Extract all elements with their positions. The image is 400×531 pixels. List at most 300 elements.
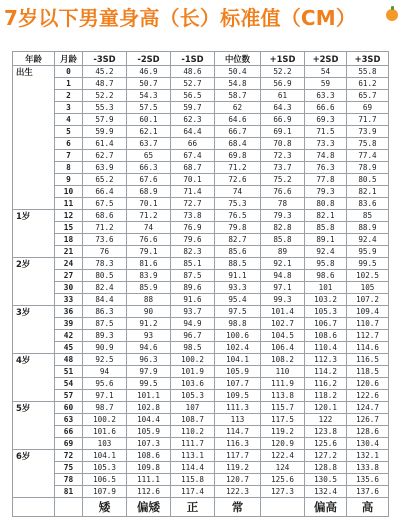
- table-row: [13, 486, 389, 498]
- value-cell: 108.6: [305, 330, 347, 342]
- value-cell: 100.6: [215, 330, 261, 342]
- value-cell: 100.2: [83, 414, 127, 426]
- value-cell: 81.6: [127, 258, 171, 270]
- month-cell: 11: [55, 198, 83, 210]
- value-cell: 105.3: [171, 390, 215, 402]
- value-cell: 101.6: [83, 426, 127, 438]
- value-cell: 88.5: [215, 258, 261, 270]
- value-cell: 110.7: [347, 318, 389, 330]
- value-cell: 132.4: [305, 486, 347, 498]
- table-row: [13, 66, 389, 78]
- age-cell: [13, 426, 55, 438]
- value-cell: 120.9: [261, 438, 305, 450]
- value-cell: 106.7: [305, 318, 347, 330]
- classification-normal-1: 正: [171, 498, 215, 517]
- table-row: [13, 462, 389, 474]
- value-cell: 89.1: [305, 234, 347, 246]
- value-cell: 93.3: [215, 282, 261, 294]
- classification-cell: [13, 498, 55, 517]
- value-cell: 71.2: [127, 210, 171, 222]
- value-cell: 70.1: [127, 198, 171, 210]
- value-cell: 86.3: [83, 306, 127, 318]
- value-cell: 127.3: [261, 486, 305, 498]
- table-row: [13, 282, 389, 294]
- value-cell: 87.5: [83, 318, 127, 330]
- value-cell: 59: [305, 78, 347, 90]
- month-cell: 60: [55, 402, 83, 414]
- value-cell: 108.7: [171, 414, 215, 426]
- value-cell: 52.7: [171, 78, 215, 90]
- value-cell: 94: [83, 366, 127, 378]
- value-cell: 104.4: [127, 414, 171, 426]
- value-cell: 66.7: [215, 126, 261, 138]
- orange-icon: [386, 9, 398, 21]
- value-cell: 58.7: [215, 90, 261, 102]
- value-cell: 65: [127, 150, 171, 162]
- value-cell: 66.4: [83, 186, 127, 198]
- value-cell: 101: [305, 282, 347, 294]
- column-header-month: 月龄: [55, 52, 83, 66]
- value-cell: 67.6: [127, 174, 171, 186]
- value-cell: 114.6: [347, 342, 389, 354]
- value-cell: 122: [305, 414, 347, 426]
- value-cell: 107.2: [347, 294, 389, 306]
- value-cell: 63.7: [127, 138, 171, 150]
- column-header-minus3sd: -3SD: [83, 52, 127, 66]
- value-cell: 115.8: [171, 474, 215, 486]
- age-cell: [13, 150, 55, 162]
- month-cell: 45: [55, 342, 83, 354]
- age-cell: 出生: [13, 66, 55, 78]
- value-cell: 78.9: [347, 162, 389, 174]
- value-cell: 68.6: [83, 210, 127, 222]
- value-cell: 89.6: [171, 282, 215, 294]
- value-cell: 91.6: [171, 294, 215, 306]
- table-row: [13, 294, 389, 306]
- value-cell: 75.8: [347, 138, 389, 150]
- month-cell: 33: [55, 294, 83, 306]
- table-row: [13, 426, 389, 438]
- value-cell: 66.9: [261, 114, 305, 126]
- value-cell: 107.7: [215, 378, 261, 390]
- value-cell: 90: [127, 306, 171, 318]
- value-cell: 82.4: [83, 282, 127, 294]
- value-cell: 85: [347, 210, 389, 222]
- value-cell: 107.3: [127, 438, 171, 450]
- value-cell: 94.9: [171, 318, 215, 330]
- value-cell: 79.6: [171, 234, 215, 246]
- value-cell: 93.7: [171, 306, 215, 318]
- value-cell: 82.8: [261, 222, 305, 234]
- month-cell: 8: [55, 162, 83, 174]
- age-cell: [13, 162, 55, 174]
- value-cell: 99.5: [127, 378, 171, 390]
- table-row: [13, 258, 389, 270]
- value-cell: 82.1: [305, 210, 347, 222]
- classification-cell: [55, 498, 83, 517]
- table-row: [13, 270, 389, 282]
- value-cell: 130.5: [305, 474, 347, 486]
- month-cell: 5: [55, 126, 83, 138]
- month-cell: 24: [55, 258, 83, 270]
- value-cell: 74: [215, 186, 261, 198]
- age-cell: [13, 414, 55, 426]
- value-cell: 103.2: [305, 294, 347, 306]
- classification-cell: [261, 498, 305, 517]
- value-cell: 107: [171, 402, 215, 414]
- value-cell: 57.9: [83, 114, 127, 126]
- value-cell: 135.6: [347, 474, 389, 486]
- value-cell: 109.5: [215, 390, 261, 402]
- value-cell: 89: [261, 246, 305, 258]
- column-header-age: 年龄: [13, 52, 55, 66]
- value-cell: 63.3: [305, 90, 347, 102]
- value-cell: 122.3: [215, 486, 261, 498]
- value-cell: 66.3: [127, 162, 171, 174]
- value-cell: 105.3: [305, 306, 347, 318]
- month-cell: 72: [55, 450, 83, 462]
- column-header-minus2sd: -2SD: [127, 52, 171, 66]
- age-cell: 6岁: [13, 450, 55, 462]
- value-cell: 98.6: [305, 270, 347, 282]
- value-cell: 54.3: [127, 90, 171, 102]
- value-cell: 100.2: [171, 354, 215, 366]
- table-row: [13, 150, 389, 162]
- value-cell: 116.2: [305, 378, 347, 390]
- age-cell: [13, 282, 55, 294]
- value-cell: 73.6: [83, 234, 127, 246]
- classification-normal-2: 常: [215, 498, 261, 517]
- value-cell: 46.9: [127, 66, 171, 78]
- value-cell: 101.1: [127, 390, 171, 402]
- value-cell: 85.9: [127, 282, 171, 294]
- value-cell: 77.4: [347, 150, 389, 162]
- value-cell: 93: [127, 330, 171, 342]
- month-cell: 54: [55, 378, 83, 390]
- value-cell: 73.8: [171, 210, 215, 222]
- value-cell: 110: [261, 366, 305, 378]
- value-cell: 112.6: [127, 486, 171, 498]
- value-cell: 70.8: [261, 138, 305, 150]
- table-row: [13, 114, 389, 126]
- age-cell: [13, 366, 55, 378]
- table-row: [13, 354, 389, 366]
- table-header-row: [13, 52, 389, 66]
- value-cell: 72.7: [171, 198, 215, 210]
- value-cell: 66: [171, 138, 215, 150]
- value-cell: 92.4: [347, 234, 389, 246]
- value-cell: 122.6: [347, 390, 389, 402]
- month-cell: 36: [55, 306, 83, 318]
- column-header-plus1sd: +1SD: [261, 52, 305, 66]
- value-cell: 105: [347, 282, 389, 294]
- page-title: 7岁以下男童身高（长）标准值（CM）: [4, 6, 357, 30]
- month-cell: 27: [55, 270, 83, 282]
- value-cell: 132.1: [347, 450, 389, 462]
- value-cell: 66.6: [305, 102, 347, 114]
- value-cell: 108.6: [127, 450, 171, 462]
- value-cell: 111.9: [261, 378, 305, 390]
- month-cell: 78: [55, 474, 83, 486]
- value-cell: 124.7: [347, 402, 389, 414]
- table-row: [13, 90, 389, 102]
- age-cell: [13, 126, 55, 138]
- month-cell: 42: [55, 330, 83, 342]
- table-row: [13, 450, 389, 462]
- age-cell: [13, 222, 55, 234]
- age-cell: 1岁: [13, 210, 55, 222]
- classification-row: [13, 498, 389, 517]
- month-cell: 51: [55, 366, 83, 378]
- column-header-median: 中位数: [215, 52, 261, 66]
- value-cell: 127.2: [305, 450, 347, 462]
- age-cell: [13, 474, 55, 486]
- age-cell: [13, 438, 55, 450]
- value-cell: 85.1: [171, 258, 215, 270]
- value-cell: 71.2: [83, 222, 127, 234]
- value-cell: 111.3: [215, 402, 261, 414]
- age-cell: [13, 234, 55, 246]
- table-row: [13, 414, 389, 426]
- value-cell: 72.6: [215, 174, 261, 186]
- age-cell: 2岁: [13, 258, 55, 270]
- value-cell: 99.5: [347, 258, 389, 270]
- table-row: [13, 474, 389, 486]
- table-row: [13, 378, 389, 390]
- value-cell: 50.7: [127, 78, 171, 90]
- value-cell: 78.3: [83, 258, 127, 270]
- month-cell: 6: [55, 138, 83, 150]
- age-cell: [13, 486, 55, 498]
- value-cell: 71.4: [171, 186, 215, 198]
- value-cell: 74.8: [305, 150, 347, 162]
- column-header-minus1sd: -1SD: [171, 52, 215, 66]
- value-cell: 67.5: [83, 198, 127, 210]
- value-cell: 99.3: [261, 294, 305, 306]
- value-cell: 69: [347, 102, 389, 114]
- value-cell: 72.3: [261, 150, 305, 162]
- age-cell: [13, 318, 55, 330]
- value-cell: 104.1: [215, 354, 261, 366]
- column-header-plus3sd: +3SD: [347, 52, 389, 66]
- value-cell: 116.3: [215, 438, 261, 450]
- value-cell: 69.8: [215, 150, 261, 162]
- value-cell: 117.5: [261, 414, 305, 426]
- classification-slightly-short: 偏矮: [127, 498, 171, 517]
- age-cell: [13, 114, 55, 126]
- month-cell: 9: [55, 174, 83, 186]
- table-row: [13, 138, 389, 150]
- value-cell: 105.9: [127, 426, 171, 438]
- table-row: [13, 402, 389, 414]
- value-cell: 69.3: [305, 114, 347, 126]
- value-cell: 79.3: [261, 210, 305, 222]
- value-cell: 92.1: [261, 258, 305, 270]
- value-cell: 50.4: [215, 66, 261, 78]
- value-cell: 54: [305, 66, 347, 78]
- value-cell: 101.9: [171, 366, 215, 378]
- value-cell: 96.7: [171, 330, 215, 342]
- value-cell: 103.6: [171, 378, 215, 390]
- value-cell: 62.7: [83, 150, 127, 162]
- value-cell: 61.2: [347, 78, 389, 90]
- value-cell: 79.8: [215, 222, 261, 234]
- value-cell: 90.9: [83, 342, 127, 354]
- value-cell: 59.7: [171, 102, 215, 114]
- value-cell: 97.5: [215, 306, 261, 318]
- value-cell: 113.8: [261, 390, 305, 402]
- value-cell: 98.5: [171, 342, 215, 354]
- value-cell: 107.9: [83, 486, 127, 498]
- value-cell: 102.7: [261, 318, 305, 330]
- classification-tall: 高: [347, 498, 389, 517]
- value-cell: 78: [261, 198, 305, 210]
- month-cell: 30: [55, 282, 83, 294]
- month-cell: 57: [55, 390, 83, 402]
- month-cell: 0: [55, 66, 83, 78]
- table-row: [13, 198, 389, 210]
- value-cell: 103: [83, 438, 127, 450]
- value-cell: 113: [215, 414, 261, 426]
- value-cell: 71.5: [305, 126, 347, 138]
- value-cell: 48.6: [171, 66, 215, 78]
- value-cell: 109.4: [347, 306, 389, 318]
- age-cell: 4岁: [13, 354, 55, 366]
- age-cell: [13, 78, 55, 90]
- table-row: [13, 222, 389, 234]
- age-cell: [13, 378, 55, 390]
- age-cell: [13, 462, 55, 474]
- value-cell: 76: [83, 246, 127, 258]
- value-cell: 105.3: [83, 462, 127, 474]
- value-cell: 56.9: [261, 78, 305, 90]
- value-cell: 48.7: [83, 78, 127, 90]
- value-cell: 118.5: [347, 366, 389, 378]
- value-cell: 94.8: [261, 270, 305, 282]
- value-cell: 112.7: [347, 330, 389, 342]
- value-cell: 117.4: [171, 486, 215, 498]
- value-cell: 68.9: [127, 186, 171, 198]
- age-cell: [13, 186, 55, 198]
- value-cell: 85.6: [215, 246, 261, 258]
- table-row: [13, 246, 389, 258]
- table-row: [13, 174, 389, 186]
- value-cell: 92.4: [305, 246, 347, 258]
- value-cell: 67.4: [171, 150, 215, 162]
- value-cell: 88: [127, 294, 171, 306]
- value-cell: 92.5: [83, 354, 127, 366]
- value-cell: 130.4: [347, 438, 389, 450]
- value-cell: 114.4: [171, 462, 215, 474]
- value-cell: 77.8: [305, 174, 347, 186]
- value-cell: 80.8: [305, 198, 347, 210]
- value-cell: 76.6: [127, 234, 171, 246]
- value-cell: 65.7: [347, 90, 389, 102]
- month-cell: 10: [55, 186, 83, 198]
- value-cell: 128.8: [305, 462, 347, 474]
- value-cell: 126.7: [347, 414, 389, 426]
- value-cell: 96.3: [127, 354, 171, 366]
- month-cell: 4: [55, 114, 83, 126]
- month-cell: 81: [55, 486, 83, 498]
- value-cell: 120.1: [305, 402, 347, 414]
- age-cell: [13, 198, 55, 210]
- column-header-plus2sd: +2SD: [305, 52, 347, 66]
- value-cell: 111.1: [127, 474, 171, 486]
- value-cell: 94.6: [127, 342, 171, 354]
- month-cell: 1: [55, 78, 83, 90]
- value-cell: 45.2: [83, 66, 127, 78]
- value-cell: 83.6: [347, 198, 389, 210]
- value-cell: 91.2: [127, 318, 171, 330]
- month-cell: 48: [55, 354, 83, 366]
- value-cell: 122.4: [261, 450, 305, 462]
- table-body: [13, 66, 389, 498]
- value-cell: 84.4: [83, 294, 127, 306]
- value-cell: 52.2: [83, 90, 127, 102]
- table-row: [13, 342, 389, 354]
- value-cell: 110.4: [305, 342, 347, 354]
- value-cell: 65.2: [83, 174, 127, 186]
- value-cell: 108.2: [261, 354, 305, 366]
- value-cell: 70.1: [171, 174, 215, 186]
- value-cell: 82.7: [215, 234, 261, 246]
- value-cell: 55.3: [83, 102, 127, 114]
- value-cell: 76.9: [171, 222, 215, 234]
- value-cell: 55.8: [347, 66, 389, 78]
- month-cell: 39: [55, 318, 83, 330]
- value-cell: 117.7: [215, 450, 261, 462]
- value-cell: 106.4: [261, 342, 305, 354]
- value-cell: 75.3: [215, 198, 261, 210]
- value-cell: 76.6: [261, 186, 305, 198]
- value-cell: 137.6: [347, 486, 389, 498]
- value-cell: 95.9: [347, 246, 389, 258]
- table-row: [13, 186, 389, 198]
- age-cell: [13, 294, 55, 306]
- table-row: [13, 330, 389, 342]
- month-cell: 7: [55, 150, 83, 162]
- value-cell: 119.2: [261, 426, 305, 438]
- value-cell: 119.2: [215, 462, 261, 474]
- value-cell: 83.9: [127, 270, 171, 282]
- value-cell: 114.7: [215, 426, 261, 438]
- value-cell: 59.9: [83, 126, 127, 138]
- table-row: [13, 234, 389, 246]
- month-cell: 69: [55, 438, 83, 450]
- age-cell: 5岁: [13, 402, 55, 414]
- value-cell: 62.1: [127, 126, 171, 138]
- month-cell: 75: [55, 462, 83, 474]
- value-cell: 64.4: [171, 126, 215, 138]
- value-cell: 104.5: [261, 330, 305, 342]
- value-cell: 118.2: [305, 390, 347, 402]
- age-cell: [13, 246, 55, 258]
- value-cell: 79.1: [127, 246, 171, 258]
- value-cell: 89.3: [83, 330, 127, 342]
- value-cell: 95.6: [83, 378, 127, 390]
- age-cell: [13, 330, 55, 342]
- value-cell: 88.9: [347, 222, 389, 234]
- value-cell: 120.7: [215, 474, 261, 486]
- value-cell: 97.9: [127, 366, 171, 378]
- value-cell: 114.2: [305, 366, 347, 378]
- value-cell: 74: [127, 222, 171, 234]
- value-cell: 60.1: [127, 114, 171, 126]
- age-cell: [13, 102, 55, 114]
- value-cell: 76.5: [215, 210, 261, 222]
- value-cell: 63.9: [83, 162, 127, 174]
